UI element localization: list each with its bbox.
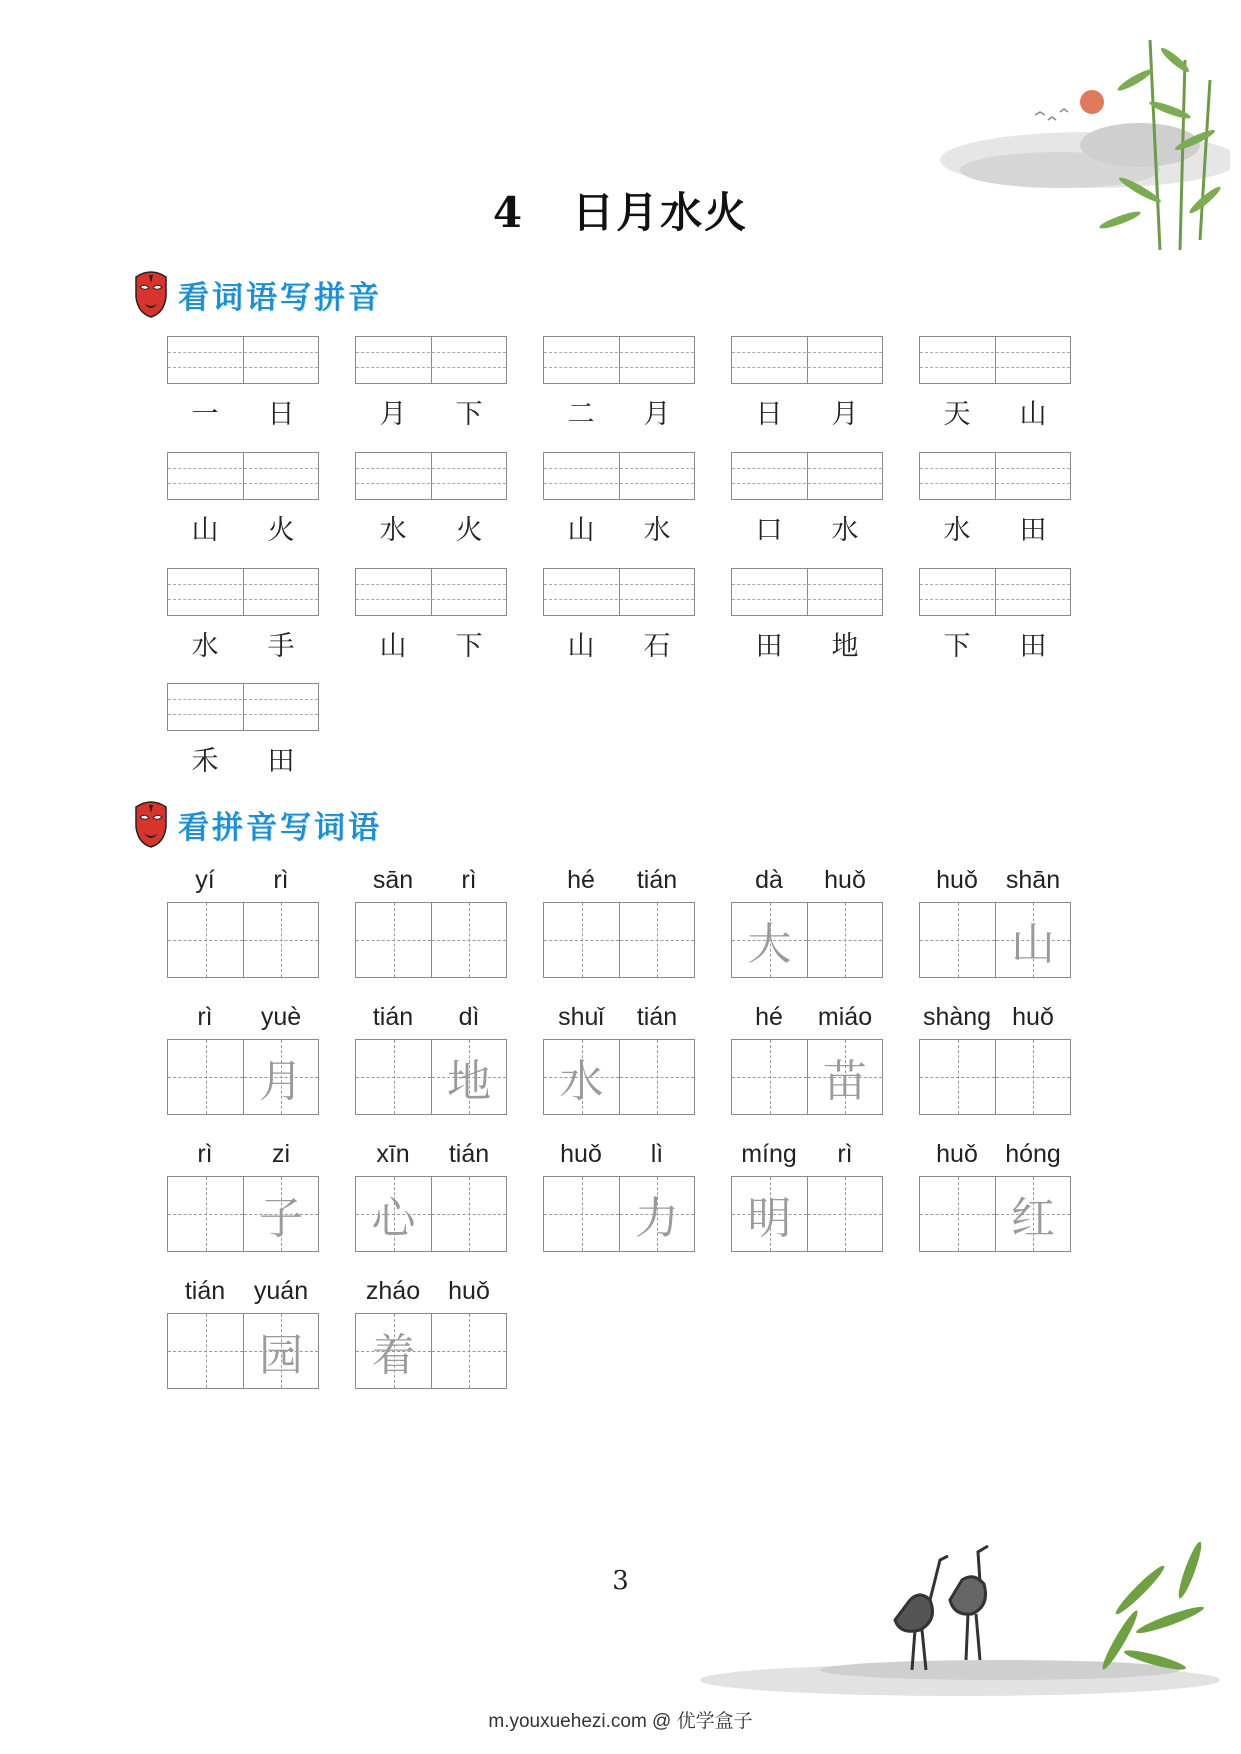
pinyin-syllable: huǒ: [936, 866, 978, 894]
hint-character: [920, 1040, 995, 1114]
word-item: [731, 452, 883, 547]
pinyin-syllable: dì: [458, 1003, 480, 1031]
hint-character: [168, 1314, 243, 1388]
pinyin-syllable: huǒ: [448, 1277, 490, 1305]
tianzige-box: [919, 902, 1071, 978]
character-writing-cell[interactable]: [807, 1177, 882, 1251]
pinyin-item: [543, 1003, 695, 1115]
hint-character: [920, 1177, 995, 1251]
pinyin-writing-box[interactable]: [731, 452, 883, 500]
tianzige-box: [731, 902, 883, 978]
word-char: 水: [643, 515, 671, 546]
character-writing-cell[interactable]: [243, 1040, 318, 1114]
pinyin-writing-box[interactable]: [543, 568, 695, 616]
tianzige-box: [919, 1039, 1071, 1115]
hint-character: [544, 903, 619, 977]
footer-source: m.youxuehezi.com @ 优学盒子: [488, 1711, 753, 1732]
pinyin-syllable: huǒ: [560, 1140, 602, 1168]
word-char: 火: [455, 515, 483, 546]
word-char: 水: [943, 515, 971, 546]
pinyin-writing-box[interactable]: [731, 568, 883, 616]
word-item: [355, 568, 507, 663]
pinyin-syllable: hóng: [1005, 1140, 1061, 1168]
hint-character: 园: [259, 1330, 303, 1381]
pinyin-syllable: shàng: [922, 1003, 992, 1031]
word-char: 日: [267, 399, 295, 430]
pinyin-syllable: hé: [755, 1003, 783, 1031]
hint-character: [808, 903, 882, 977]
word-char: 下: [943, 631, 971, 662]
tianzige-box: [543, 1039, 695, 1115]
pinyin-writing-box[interactable]: [355, 452, 507, 500]
hint-character: 大: [747, 919, 792, 970]
character-writing-cell[interactable]: [168, 1177, 243, 1251]
word-char: 二: [567, 399, 595, 430]
tianzige-box: [355, 1176, 507, 1252]
word-item: [919, 452, 1071, 547]
hint-character: [244, 903, 318, 977]
hint-character: [920, 903, 995, 977]
pinyin-item: [919, 866, 1071, 978]
pinyin-writing-box[interactable]: [543, 452, 695, 500]
lesson-number: 4: [492, 188, 525, 237]
lesson-title: 日月水火: [572, 188, 749, 237]
pinyin-item: [167, 1003, 319, 1115]
pinyin-writing-box[interactable]: [919, 568, 1071, 616]
tianzige-box: [167, 1313, 319, 1389]
word-char: 地: [831, 631, 859, 662]
character-writing-cell[interactable]: [356, 903, 431, 977]
hint-character: 红: [1011, 1193, 1055, 1244]
pinyin-syllable: lì: [650, 1140, 664, 1168]
character-writing-cell[interactable]: [544, 1040, 619, 1114]
tianzige-box: [543, 902, 695, 978]
hint-character: [432, 1177, 506, 1251]
pinyin-item: [919, 1140, 1071, 1252]
character-writing-cell[interactable]: [356, 1314, 431, 1388]
character-writing-cell[interactable]: [168, 1314, 243, 1388]
hint-character: [356, 1040, 431, 1114]
pinyin-item: [355, 866, 507, 978]
tianzige-box: [355, 902, 507, 978]
word-char: 水: [191, 631, 219, 662]
pinyin-syllable: rì: [197, 1003, 213, 1031]
character-writing-cell[interactable]: [243, 1314, 318, 1388]
word-item: [731, 568, 883, 663]
word-char: 水: [831, 515, 859, 546]
word-item: [919, 336, 1071, 431]
word-item: [355, 452, 507, 547]
section-header-write-pinyin: [132, 268, 382, 320]
word-char: 下: [455, 399, 483, 430]
hint-character: [168, 1040, 243, 1114]
pinyin-writing-box[interactable]: [919, 452, 1071, 500]
pinyin-syllable: yuè: [260, 1003, 302, 1031]
character-writing-cell[interactable]: [544, 1177, 619, 1251]
pinyin-syllable: shān: [1005, 866, 1061, 894]
pinyin-syllable: miáo: [817, 1003, 873, 1031]
tianzige-box: [355, 1039, 507, 1115]
pinyin-syllable: huǒ: [1012, 1003, 1054, 1031]
opera-mask-icon: [132, 269, 170, 319]
word-char: 火: [267, 515, 295, 546]
word-char: 山: [379, 631, 407, 662]
hint-character: [432, 1314, 506, 1388]
character-writing-cell[interactable]: [356, 1040, 431, 1114]
page-number: 3: [612, 1566, 629, 1596]
word-item: [543, 336, 695, 431]
pinyin-item: [167, 1277, 319, 1389]
pinyin-item: [919, 1003, 1071, 1115]
word-item: [731, 336, 883, 431]
pinyin-writing-box[interactable]: [731, 336, 883, 384]
pinyin-syllable: yí: [195, 866, 215, 894]
pinyin-writing-box[interactable]: [167, 336, 319, 384]
pinyin-item: [355, 1003, 507, 1115]
word-char: 手: [267, 631, 295, 662]
pinyin-syllable: yuán: [253, 1277, 309, 1305]
pinyin-syllable: sān: [372, 866, 414, 894]
pinyin-syllable: tián: [448, 1140, 490, 1168]
character-writing-cell[interactable]: [807, 903, 882, 977]
word-item: [167, 568, 319, 663]
word-char: 山: [567, 515, 595, 546]
hint-character: [356, 903, 431, 977]
hint-character: 苗: [823, 1056, 867, 1107]
hint-character: [732, 1040, 807, 1114]
hint-character: 力: [635, 1193, 679, 1244]
hint-character: [808, 1177, 882, 1251]
pinyin-syllable: tián: [636, 866, 678, 894]
pinyin-writing-box[interactable]: [919, 336, 1071, 384]
word-item: [543, 568, 695, 663]
pinyin-item: [167, 1140, 319, 1252]
word-item: [919, 568, 1071, 663]
word-char: 石: [643, 631, 671, 662]
hint-character: 明: [747, 1193, 792, 1244]
pinyin-syllable: shuǐ: [558, 1003, 604, 1031]
pinyin-writing-box[interactable]: [355, 568, 507, 616]
word-char: 水: [379, 515, 407, 546]
word-char: 天: [943, 399, 971, 430]
pinyin-syllable: tián: [372, 1003, 414, 1031]
character-writing-cell[interactable]: [431, 903, 506, 977]
pinyin-item: [731, 1003, 883, 1115]
character-writing-cell[interactable]: [356, 1177, 431, 1251]
word-item: [167, 336, 319, 431]
character-writing-cell[interactable]: [168, 903, 243, 977]
word-char: 田: [1019, 515, 1047, 546]
word-item: [543, 452, 695, 547]
tianzige-box: [167, 1039, 319, 1115]
pinyin-syllable: rì: [273, 866, 289, 894]
pinyin-item: [355, 1140, 507, 1252]
pinyin-syllable: míng: [741, 1140, 797, 1168]
pinyin-syllable: dà: [755, 866, 783, 894]
character-writing-cell[interactable]: [619, 903, 694, 977]
section-header-write-words: [132, 798, 382, 850]
character-writing-cell[interactable]: [732, 1040, 807, 1114]
word-char: 田: [267, 746, 295, 777]
pinyin-writing-box[interactable]: [167, 452, 319, 500]
pinyin-writing-box[interactable]: [167, 568, 319, 616]
tianzige-box: [731, 1176, 883, 1252]
character-writing-cell[interactable]: [431, 1314, 506, 1388]
pinyin-syllable: zháo: [365, 1277, 421, 1305]
tianzige-box: [167, 1176, 319, 1252]
pinyin-item: [731, 1140, 883, 1252]
hint-character: 山: [1011, 919, 1055, 970]
word-char: 下: [455, 631, 483, 662]
pinyin-item: [731, 866, 883, 978]
word-char: 山: [191, 515, 219, 546]
word-char: 禾: [191, 746, 219, 777]
pinyin-syllable: xīn: [376, 1140, 410, 1168]
hint-character: [620, 903, 694, 977]
hint-character: 水: [559, 1056, 604, 1107]
landscape-decoration-bottom: [700, 1530, 1220, 1700]
character-writing-cell[interactable]: [807, 1040, 882, 1114]
word-item: [167, 683, 319, 778]
pinyin-syllable: huǒ: [824, 866, 866, 894]
opera-mask-icon: [132, 799, 170, 849]
hint-character: 着: [371, 1330, 416, 1381]
pinyin-syllable: hé: [567, 866, 595, 894]
pinyin-syllable: rì: [461, 866, 477, 894]
character-writing-cell[interactable]: [995, 1177, 1070, 1251]
word-char: 山: [1019, 399, 1047, 430]
crane-icon: [950, 1546, 988, 1660]
hint-character: [432, 903, 506, 977]
pinyin-syllable: zi: [271, 1140, 291, 1168]
tianzige-box: [355, 1313, 507, 1389]
page-title: [0, 180, 1241, 240]
character-writing-cell[interactable]: [431, 1177, 506, 1251]
character-writing-cell[interactable]: [732, 1177, 807, 1251]
hint-character: 地: [447, 1056, 491, 1107]
character-writing-cell[interactable]: [995, 903, 1070, 977]
word-item: [167, 452, 319, 547]
hint-character: [168, 903, 243, 977]
pinyin-syllable: tián: [636, 1003, 678, 1031]
character-writing-cell[interactable]: [920, 1040, 995, 1114]
character-writing-cell[interactable]: [243, 1177, 318, 1251]
character-writing-cell[interactable]: [619, 1177, 694, 1251]
pinyin-writing-box[interactable]: [355, 336, 507, 384]
word-char: 日: [755, 399, 783, 430]
word-item: [355, 336, 507, 431]
tianzige-box: [167, 902, 319, 978]
pinyin-writing-box[interactable]: [167, 683, 319, 731]
pinyin-item: [543, 1140, 695, 1252]
tianzige-box: [919, 1176, 1071, 1252]
sun-icon: [1080, 90, 1104, 114]
pinyin-item: [167, 866, 319, 978]
hint-character: [996, 1040, 1070, 1114]
hint-character: [544, 1177, 619, 1251]
word-char: 月: [379, 399, 407, 430]
hint-character: 月: [259, 1056, 303, 1107]
section-title: 看拼音写词语: [178, 809, 382, 846]
character-writing-cell[interactable]: [920, 1177, 995, 1251]
character-writing-cell[interactable]: [619, 1040, 694, 1114]
word-char: 月: [831, 399, 859, 430]
hint-character: [620, 1040, 694, 1114]
character-writing-cell[interactable]: [732, 903, 807, 977]
word-char: 一: [191, 399, 219, 430]
character-writing-cell[interactable]: [544, 903, 619, 977]
pinyin-item: [355, 1277, 507, 1389]
character-writing-cell[interactable]: [168, 1040, 243, 1114]
character-writing-cell[interactable]: [243, 903, 318, 977]
word-char: 月: [643, 399, 671, 430]
pinyin-syllable: rì: [197, 1140, 213, 1168]
word-char: 山: [567, 631, 595, 662]
pinyin-syllable: tián: [184, 1277, 226, 1305]
hint-character: [168, 1177, 243, 1251]
hint-character: 子: [259, 1193, 303, 1244]
hint-character: 心: [371, 1193, 416, 1244]
word-char: 田: [1019, 631, 1047, 662]
tianzige-box: [543, 1176, 695, 1252]
character-writing-cell[interactable]: [431, 1040, 506, 1114]
word-char: 口: [755, 515, 783, 546]
section-title: 看词语写拼音: [178, 279, 382, 316]
pinyin-syllable: huǒ: [936, 1140, 978, 1168]
pinyin-syllable: rì: [837, 1140, 853, 1168]
pinyin-writing-box[interactable]: [543, 336, 695, 384]
word-char: 田: [755, 631, 783, 662]
pinyin-item: [543, 866, 695, 978]
character-writing-cell[interactable]: [995, 1040, 1070, 1114]
tianzige-box: [731, 1039, 883, 1115]
character-writing-cell[interactable]: [920, 903, 995, 977]
